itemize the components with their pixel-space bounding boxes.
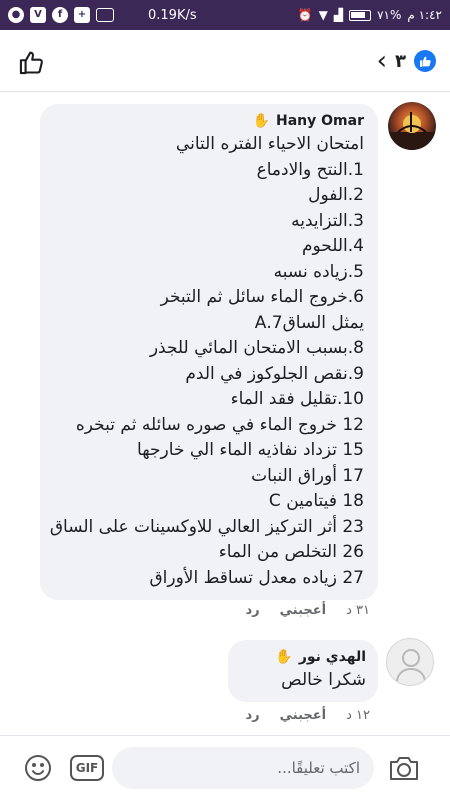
reaction-count: ٣ xyxy=(395,50,406,72)
comment-bubble xyxy=(40,104,378,600)
comment-actions xyxy=(245,603,370,618)
comment-line: 1.النتح والادماع xyxy=(256,159,364,180)
clock: ١:٤٢ م xyxy=(407,8,442,22)
facebook-icon: f xyxy=(52,7,68,23)
like-icon xyxy=(414,50,436,72)
comment-line: 26 التخلص من الماء xyxy=(218,542,364,562)
comment-actions xyxy=(245,708,370,723)
comment-line: 18 فيتامين C xyxy=(268,491,364,511)
comment-line: 10.تقليل فقد الماء xyxy=(230,389,364,409)
alarm-icon: ⏰ xyxy=(297,8,313,22)
comment-line: 17 أوراق النبات xyxy=(251,465,364,486)
comment-line: 5.زياده نسبه xyxy=(273,261,364,282)
comment-line: 8.بسبب الامتحان المائي للجذر xyxy=(149,338,364,358)
comment-time: ١٢ د xyxy=(346,708,370,723)
messenger-icon: ● xyxy=(8,7,24,23)
comment-author[interactable] xyxy=(240,646,366,668)
comment-time: ٣١ د xyxy=(346,603,370,618)
comment-line: 2.الفول xyxy=(308,185,364,205)
comment-author[interactable] xyxy=(54,110,364,132)
comment-line: 6.خروج الماء سائل ثم التبخر xyxy=(160,287,364,307)
plus-icon: + xyxy=(74,7,90,23)
avatar[interactable] xyxy=(388,102,436,150)
signal-icon: ▟ xyxy=(333,8,344,22)
comment-line: 4.اللحوم xyxy=(301,236,364,256)
wave-icon: ✋ xyxy=(252,113,271,129)
chevron-left-icon[interactable]: ‹ xyxy=(376,46,387,76)
like-button[interactable]: أعجبني xyxy=(279,708,327,723)
gallery-icon xyxy=(96,8,114,22)
comment-line: 23 أثر التركيز العالي للاوكسينات على الساق xyxy=(49,516,364,537)
gif-button[interactable]: GIF xyxy=(70,755,104,781)
thumbs-up-icon[interactable] xyxy=(18,48,46,76)
battery-icon xyxy=(349,10,371,21)
reaction-summary[interactable] xyxy=(377,48,436,74)
comment-composer xyxy=(0,735,450,800)
author-name[interactable]: الهدي نور xyxy=(298,649,366,665)
comment-input[interactable] xyxy=(112,747,374,789)
wifi-icon: ▼ xyxy=(318,8,328,22)
comment-line: 15 تزداد نفاذيه الماء الي خارجها xyxy=(137,440,364,460)
reply-button[interactable]: رد xyxy=(245,708,260,723)
comment-line: 12 خروج الماء في صوره سائله ثم تبخره xyxy=(75,414,364,435)
comment-bubble xyxy=(228,640,378,702)
camera-icon[interactable] xyxy=(388,753,420,783)
author-name[interactable]: Hany Omar xyxy=(276,113,364,129)
comments-header xyxy=(0,30,450,92)
comment-line: شكرا خالص xyxy=(281,670,366,690)
network-speed: 0.19K/s xyxy=(148,7,197,23)
avatar[interactable] xyxy=(386,638,434,686)
comment-line: 3.التزايديه xyxy=(291,210,364,231)
reply-button[interactable]: رد xyxy=(245,603,260,618)
vpn-icon: V xyxy=(30,7,46,23)
comment-line: 27 زياده معدل تساقط الأوراق xyxy=(149,567,364,588)
default-user-icon xyxy=(387,639,434,686)
wave-icon: ✋ xyxy=(275,649,293,665)
comment-line: 9.نقص الجلوكوز في الدم xyxy=(185,363,364,384)
emoji-icon[interactable] xyxy=(24,754,52,782)
status-bar xyxy=(0,0,450,30)
comment-line: يمثل الساق7.A xyxy=(254,312,364,333)
battery-level: ٧١% xyxy=(377,8,402,22)
comment-line: امتحان الاحياء الفتره التاني xyxy=(175,134,364,154)
like-button[interactable]: أعجبني xyxy=(279,603,327,618)
